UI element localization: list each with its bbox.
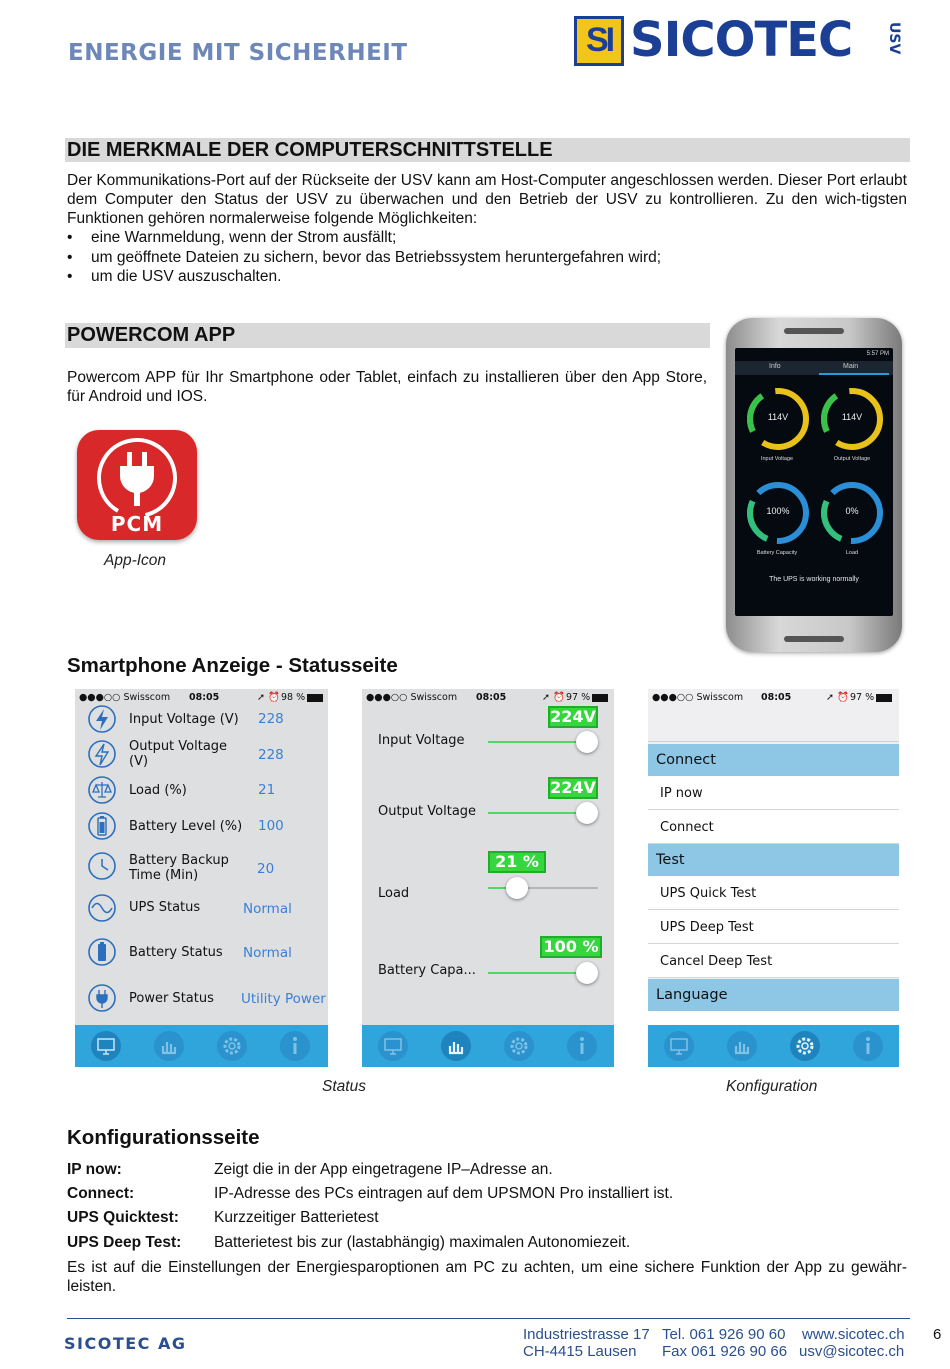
clock-label: 08:05 — [761, 692, 792, 703]
list-item: • eine Warnmeldung, wenn der Strom ausfällt; — [67, 228, 907, 248]
caption-status: Status — [322, 1078, 366, 1095]
config-group-header: Language — [648, 979, 899, 1011]
footer-fax: Fax 061 926 90 66 — [662, 1343, 788, 1360]
location-icon: ➚ ⏰ — [826, 692, 849, 703]
tab-monitor-icon[interactable] — [376, 1029, 410, 1063]
phone-status-message: The UPS is working normally — [769, 576, 859, 583]
tab-info-icon[interactable] — [565, 1029, 599, 1063]
battery-icon — [307, 694, 323, 702]
section-title-app: POWERCOM APP — [65, 323, 710, 348]
slider-track — [488, 887, 598, 889]
tab-bar — [648, 1025, 899, 1067]
slider-thumb[interactable] — [576, 962, 598, 984]
config-group-header: Connect — [648, 744, 899, 776]
status-row-label: Battery Status — [129, 945, 223, 960]
lightning-outline-icon — [87, 739, 117, 769]
tab-chart-icon[interactable] — [725, 1029, 759, 1063]
tab-bar — [75, 1025, 328, 1067]
battery-icon — [592, 694, 608, 702]
slider-thumb[interactable] — [576, 802, 598, 824]
phone-screen — [735, 348, 893, 616]
lightning-icon — [87, 704, 117, 734]
gauge-label: Battery Capacity — [756, 550, 798, 556]
definition-desc: Kurzzeitiger Batterietest — [214, 1209, 379, 1226]
logo-mark: SI — [574, 16, 624, 66]
pcm-app-icon — [77, 430, 197, 540]
gauge-screen — [362, 689, 614, 1067]
battery-percent: 98 % — [281, 692, 306, 703]
battery-level-icon — [87, 811, 117, 841]
status-row-value: 228 — [258, 747, 284, 763]
gauge-value: 0% — [845, 506, 859, 516]
app-icon-label: PCM — [110, 512, 164, 536]
carrier-label: ●●●○○ Swisscom — [652, 692, 744, 703]
phone-illustration — [726, 318, 902, 652]
list-item: • um geöffnete Dateien zu sichern, bevor das Betriebssystem heruntergefahren wird; — [67, 248, 907, 268]
slider-label: Input Voltage — [378, 733, 465, 748]
status-row-label: UPS Status — [129, 900, 201, 915]
config-screen — [648, 689, 899, 1067]
gauge-value: 114V — [767, 412, 789, 422]
slider-thumb[interactable] — [576, 731, 598, 753]
logo-suffix: USV — [886, 22, 902, 55]
list-item: • um die USV auszuschalten. — [67, 267, 907, 287]
feature-list — [67, 228, 907, 287]
scale-icon — [87, 775, 117, 805]
config-item-cancel-deep-test[interactable]: Cancel Deep Test — [648, 944, 899, 978]
footer-email-link[interactable]: usv@sicotec.ch — [799, 1343, 905, 1360]
status-row-value: Normal — [243, 945, 292, 961]
definition-term: IP now: — [67, 1161, 122, 1178]
slider-value-badge: 21 % — [488, 851, 546, 873]
app-paragraph: Powercom APP für Ihr Smartphone oder Tablet, einfach zu installieren über den App Store, für Android und IOS. — [67, 369, 707, 405]
tab-gear-icon[interactable] — [215, 1029, 249, 1063]
battery-percent: 97 % — [566, 692, 591, 703]
config-item-connect[interactable]: Connect — [648, 810, 899, 844]
footer-divider — [67, 1318, 910, 1319]
phone-speaker — [784, 328, 844, 334]
tab-gear-icon[interactable] — [788, 1029, 822, 1063]
slider-value-badge: 100 % — [540, 936, 602, 958]
config-item-ip-now[interactable]: IP now — [648, 776, 899, 810]
section-title-status: Smartphone Anzeige - Statusseite — [67, 654, 398, 677]
footer-phone: Tel. 061 926 90 60 — [662, 1326, 786, 1343]
gauge-label: Output Voltage — [833, 456, 871, 462]
battery-percent: 97 % — [850, 692, 875, 703]
definition-desc: Batterietest bis zur (lastabhängig) maximalen Autonomiezeit. — [214, 1234, 631, 1251]
section-title-config: Konfigurationsseite — [67, 1126, 260, 1149]
status-row-value: 21 — [258, 782, 276, 798]
slider-thumb[interactable] — [506, 877, 528, 899]
phone-tab-main: Main — [843, 363, 859, 370]
tab-monitor-icon[interactable] — [89, 1029, 123, 1063]
interface-paragraph: Der Kommunikations-Port auf der Rückseite der USV kann am Host-Computer angeschlossen werden. Dieser Port erlaubt dem Computer den Status der USV zu überwachen und den Betrieb der USV zu kontrollieren. Zu den wich-tigsten Funktionen gehören normalerweise folgende Möglichkeiten: — [67, 172, 907, 227]
gauge-label: Input Voltage — [760, 456, 794, 462]
status-row-value: 20 — [257, 861, 275, 877]
definition-term: UPS Deep Test: — [67, 1234, 182, 1251]
definition-desc: Zeigt die in der App eingetragene IP–Adresse an. — [214, 1161, 553, 1178]
config-item-deep-test[interactable]: UPS Deep Test — [648, 910, 899, 944]
status-row-label: Output Voltage (V) — [129, 739, 228, 769]
footer-address-city: CH-4415 Lausen — [523, 1343, 637, 1360]
tab-bar — [362, 1025, 614, 1067]
status-row-label: Battery Backup Time (Min) — [129, 853, 229, 883]
page-number: 6 — [933, 1326, 942, 1343]
status-screen — [75, 689, 328, 1067]
tab-info-icon[interactable] — [851, 1029, 885, 1063]
sine-wave-icon — [87, 893, 117, 923]
tab-monitor-icon[interactable] — [662, 1029, 696, 1063]
gauge-label: Load — [845, 550, 859, 556]
definition-desc: IP-Adresse des PCs eintragen auf dem UPSMON Pro installiert ist. — [214, 1185, 674, 1202]
phone-tab-info: Info — [769, 363, 781, 370]
clock-label: 08:05 — [476, 692, 507, 703]
slider-label: Battery Capa... — [378, 963, 476, 978]
status-row-label: Battery Level (%) — [129, 819, 243, 834]
status-row-value: 100 — [258, 818, 284, 834]
status-row-value: Normal — [243, 901, 292, 917]
clock-icon — [87, 851, 117, 881]
battery-status-icon — [87, 937, 117, 967]
tab-chart-icon[interactable] — [439, 1029, 473, 1063]
config-item-quick-test[interactable]: UPS Quick Test — [648, 876, 899, 910]
tab-chart-icon[interactable] — [152, 1029, 186, 1063]
clock-label: 08:05 — [189, 692, 220, 703]
config-group-header: Test — [648, 844, 899, 876]
location-icon: ➚ ⏰ — [257, 692, 280, 703]
power-plug-icon — [87, 983, 117, 1013]
status-row-value: Utility Power — [241, 991, 326, 1007]
carrier-label: ●●●○○ Swisscom — [79, 692, 171, 703]
definition-term: Connect: — [67, 1185, 135, 1202]
sicotec-logo — [574, 12, 914, 68]
battery-icon — [876, 694, 892, 702]
footer-address-street: Industriestrasse 17 — [523, 1326, 650, 1343]
slider-label: Output Voltage — [378, 804, 477, 819]
phone-clock: 5:57 PM — [866, 351, 889, 357]
location-icon: ➚ ⏰ — [542, 692, 565, 703]
config-note: Es ist auf die Einstellungen der Energiesparoptionen am PC zu achten, um eine sichere Funktion der App zu gewähr-leisten. — [67, 1259, 907, 1295]
section-title-interface: DIE MERKMALE DER COMPUTERSCHNITTSTELLE — [65, 138, 910, 162]
carrier-label: ●●●○○ Swisscom — [366, 692, 458, 703]
slider-value-badge: 224V — [548, 777, 598, 799]
gauge-value: 114V — [841, 412, 863, 422]
logo-name: SICOTEC — [630, 12, 853, 68]
slogan: ENERGIE MIT SICHERHEIT — [68, 40, 408, 66]
footer-website-link[interactable]: www.sicotec.ch — [802, 1326, 905, 1343]
slider-value-badge: 224V — [548, 706, 598, 728]
phone-speaker — [784, 636, 844, 642]
status-row-label: Power Status — [129, 991, 214, 1006]
definition-term: UPS Quicktest: — [67, 1209, 179, 1226]
status-row-label: Input Voltage (V) — [129, 712, 239, 727]
status-row-value: 228 — [258, 711, 284, 727]
footer-brand: SICOTEC AG — [64, 1334, 187, 1353]
gauge-value: 100% — [766, 506, 790, 516]
caption-config: Konfiguration — [726, 1078, 818, 1095]
tab-info-icon[interactable] — [278, 1029, 312, 1063]
status-row-label: Load (%) — [129, 783, 187, 798]
slider-label: Load — [378, 886, 410, 901]
app-icon-caption: App-Icon — [104, 552, 167, 569]
tab-gear-icon[interactable] — [502, 1029, 536, 1063]
